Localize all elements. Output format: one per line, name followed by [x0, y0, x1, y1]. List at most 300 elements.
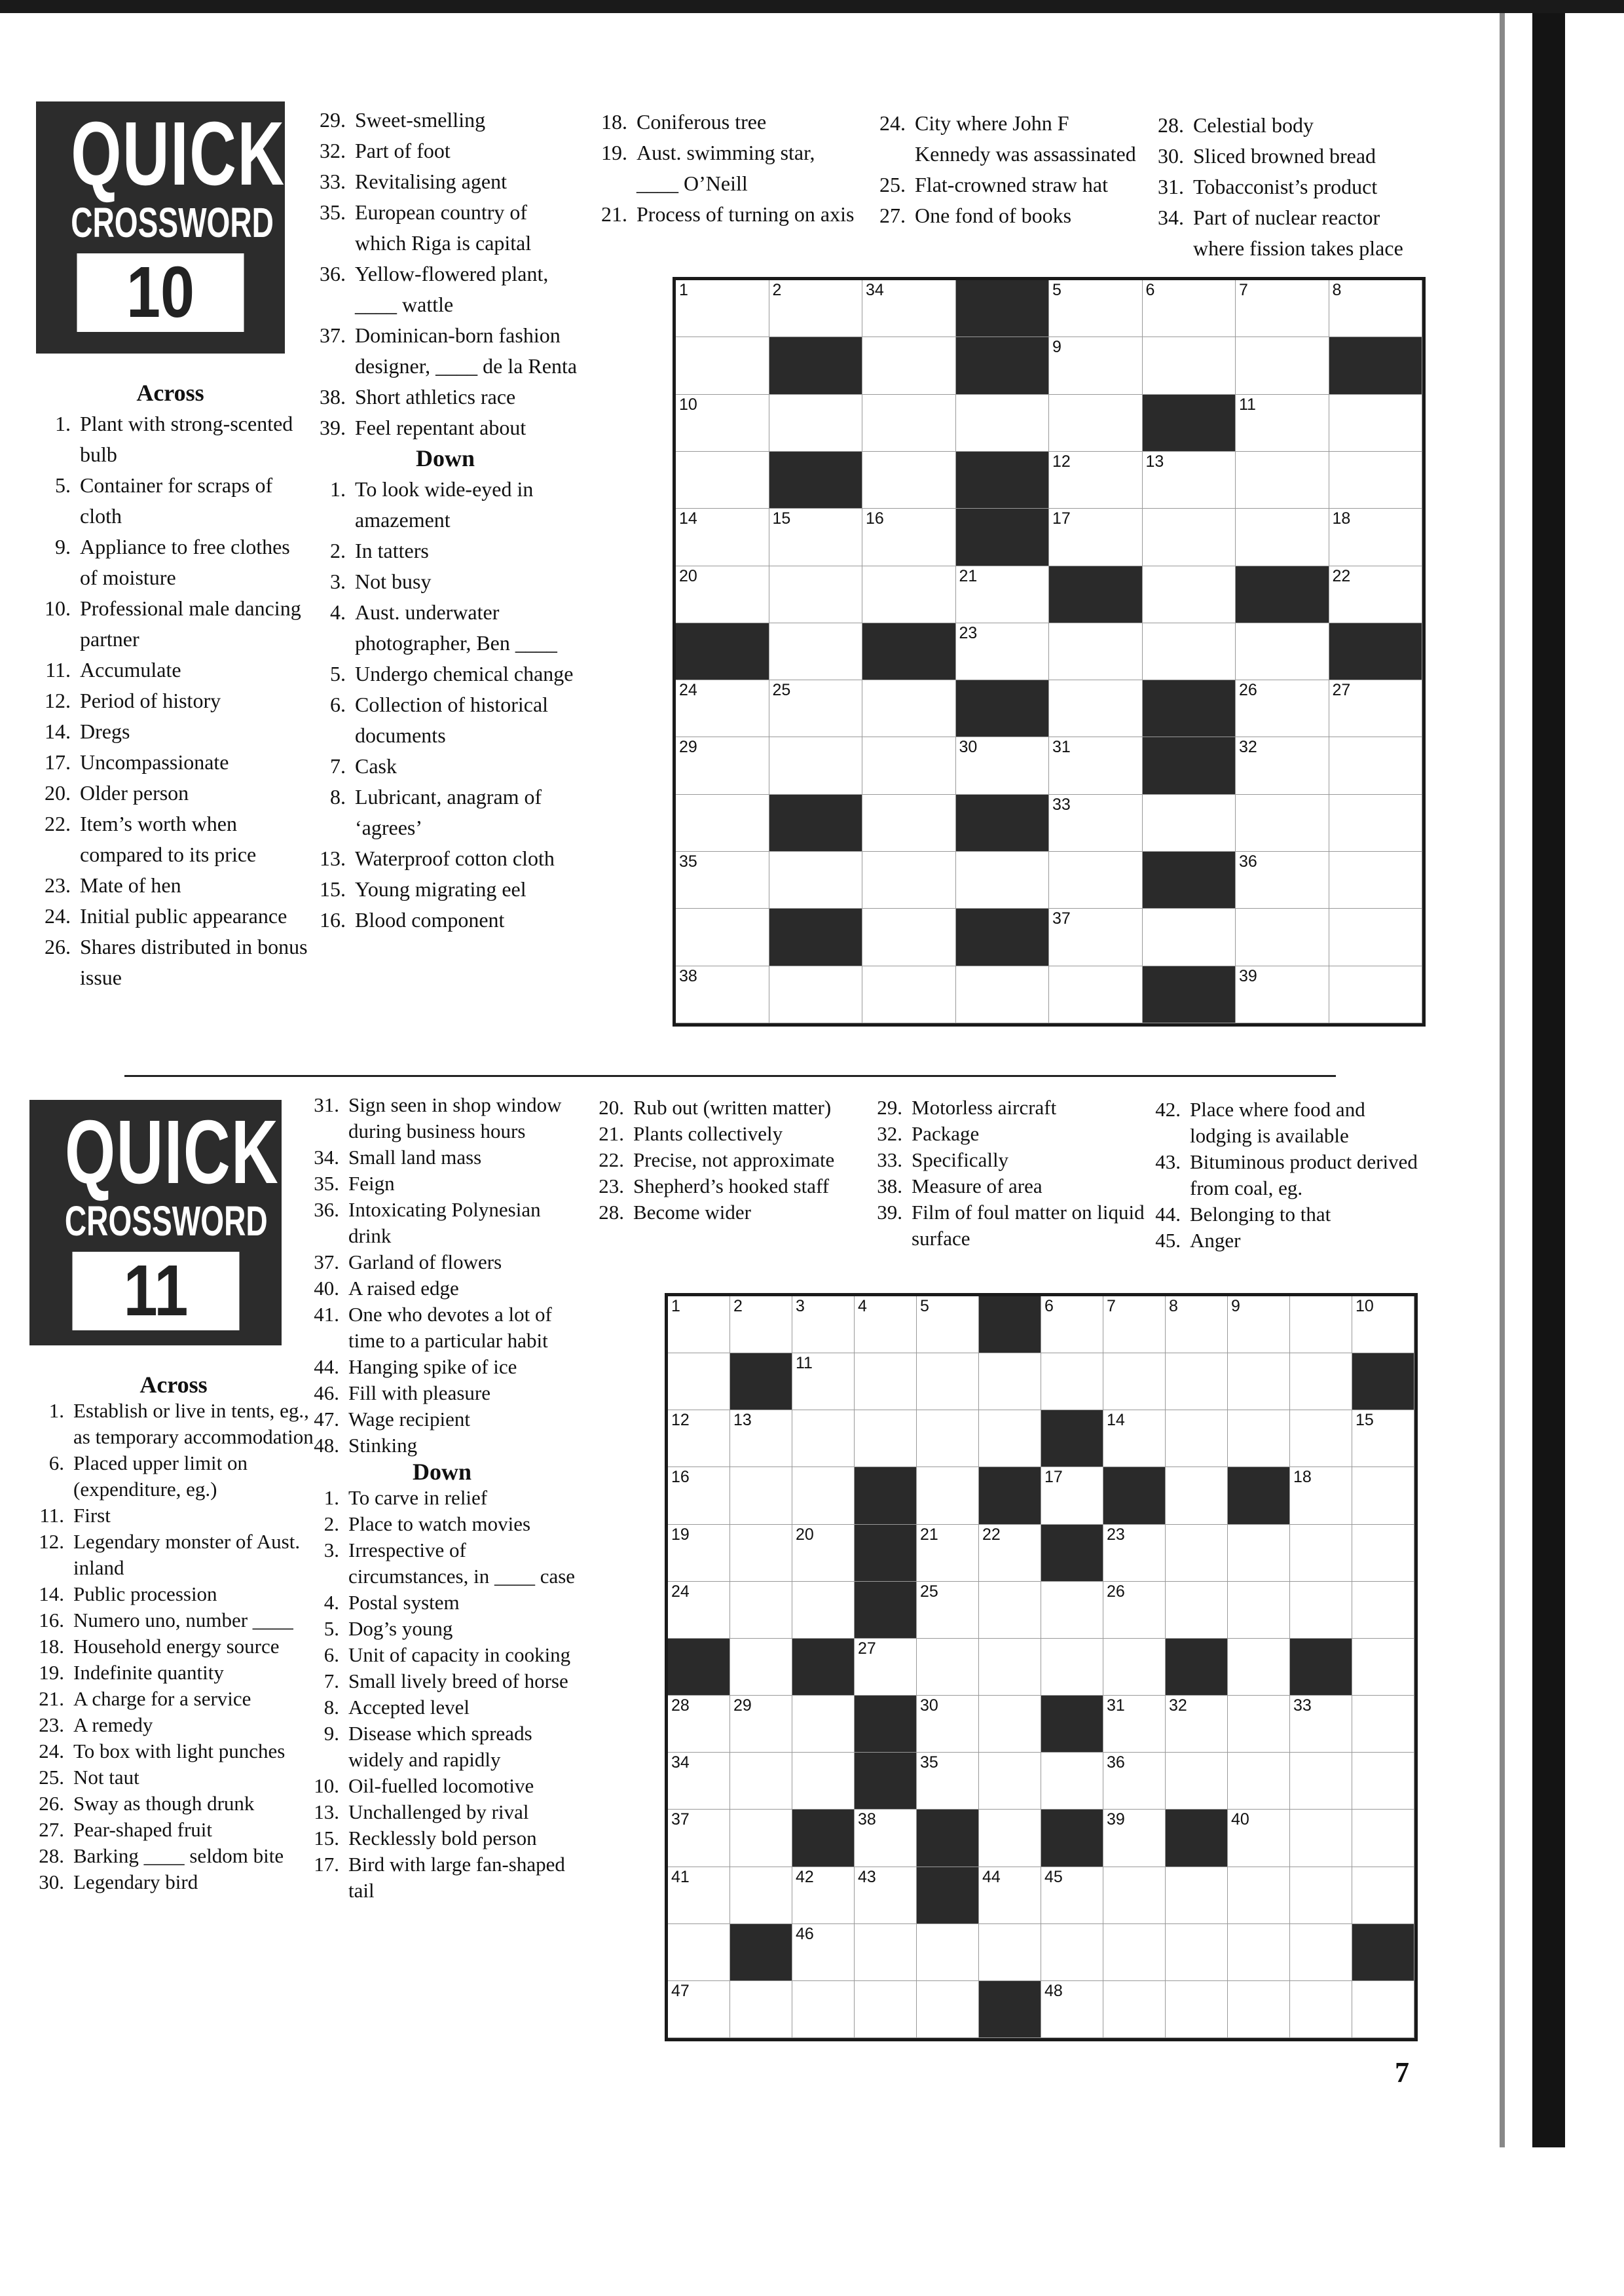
answer-cell[interactable] — [1228, 1296, 1290, 1353]
answer-cell[interactable] — [730, 1582, 792, 1639]
answer-cell[interactable] — [1236, 852, 1329, 909]
answer-cell[interactable] — [769, 737, 863, 794]
black-square — [979, 1981, 1041, 2038]
answer-cell[interactable] — [1352, 1639, 1414, 1696]
clue-text: Dominican-born fashion designer, ____ de la Renta — [355, 323, 578, 378]
cell-number: 19 — [671, 1525, 690, 1544]
answer-cell[interactable] — [979, 1353, 1041, 1410]
answer-cell[interactable] — [668, 1525, 730, 1582]
clue-text: Accumulate — [80, 658, 181, 682]
answer-cell[interactable] — [862, 966, 956, 1023]
answer-cell[interactable] — [1143, 509, 1236, 566]
answer-cell[interactable] — [730, 1467, 792, 1524]
cell-number: 36 — [1239, 852, 1257, 871]
answer-cell[interactable] — [1290, 1981, 1352, 2038]
clue-text: A charge for a service — [73, 1687, 251, 1710]
answer-cell[interactable] — [1143, 566, 1236, 623]
answer-cell[interactable] — [1352, 1696, 1414, 1753]
answer-cell[interactable] — [1103, 1696, 1166, 1753]
answer-cell[interactable] — [1352, 1867, 1414, 1924]
answer-cell[interactable] — [956, 852, 1050, 909]
answer-cell[interactable] — [730, 1696, 792, 1753]
answer-cell[interactable] — [668, 1696, 730, 1753]
answer-cell[interactable] — [668, 1582, 730, 1639]
answer-cell[interactable] — [1352, 1525, 1414, 1582]
answer-cell[interactable] — [1049, 966, 1143, 1023]
answer-cell[interactable] — [1103, 1353, 1166, 1410]
cell-number: 45 — [1044, 1867, 1063, 1886]
answer-cell[interactable] — [1228, 1810, 1290, 1867]
answer-cell[interactable] — [730, 1410, 792, 1467]
cell-number: 3 — [796, 1297, 805, 1315]
clue-text: Indefinite quantity — [73, 1661, 224, 1684]
answer-cell[interactable] — [1236, 395, 1329, 452]
answer-cell[interactable] — [668, 1924, 730, 1981]
answer-cell[interactable] — [1352, 1810, 1414, 1867]
answer-cell[interactable] — [792, 1525, 855, 1582]
answer-cell[interactable] — [792, 1696, 855, 1753]
answer-cell[interactable] — [1041, 1296, 1103, 1353]
answer-cell[interactable] — [1290, 1467, 1352, 1524]
answer-cell[interactable] — [1236, 280, 1329, 337]
clue-number: 7. — [330, 754, 346, 778]
answer-cell[interactable] — [862, 680, 956, 737]
cell-number: 2 — [772, 281, 782, 299]
answer-cell[interactable] — [1329, 509, 1423, 566]
clue-number: 15. — [320, 877, 346, 901]
answer-cell[interactable] — [668, 1867, 730, 1924]
answer-cell[interactable] — [668, 1753, 730, 1810]
answer-cell[interactable] — [862, 909, 956, 966]
answer-cell[interactable] — [1166, 1753, 1228, 1810]
answer-cell[interactable] — [979, 1696, 1041, 1753]
answer-cell[interactable] — [862, 852, 956, 909]
clue-item — [308, 597, 583, 659]
clue-text: Dregs — [80, 720, 130, 743]
answer-cell[interactable] — [1290, 1867, 1352, 1924]
answer-cell[interactable] — [1329, 395, 1423, 452]
answer-cell[interactable] — [1103, 1582, 1166, 1639]
answer-cell[interactable] — [792, 1753, 855, 1810]
clue-item — [586, 1121, 874, 1147]
answer-cell[interactable] — [862, 566, 956, 623]
clue-number: 12. — [39, 1530, 64, 1553]
clue-text: Not taut — [73, 1766, 139, 1789]
answer-cell[interactable] — [862, 337, 956, 394]
answer-cell[interactable] — [1290, 1696, 1352, 1753]
answer-cell[interactable] — [730, 1981, 792, 2038]
answer-cell[interactable] — [917, 1525, 979, 1582]
answer-cell[interactable] — [1041, 1867, 1103, 1924]
answer-cell[interactable] — [1041, 1924, 1103, 1981]
answer-cell[interactable] — [1041, 1639, 1103, 1696]
answer-cell[interactable] — [1041, 1753, 1103, 1810]
answer-cell[interactable] — [769, 566, 863, 623]
answer-cell[interactable] — [676, 280, 769, 337]
clues-column-1 — [33, 378, 308, 993]
clue-item — [26, 1843, 321, 1869]
answer-cell[interactable] — [1103, 1639, 1166, 1696]
cell-number: 34 — [671, 1753, 690, 1772]
answer-cell[interactable] — [1049, 680, 1143, 737]
clue-item — [308, 566, 583, 597]
answer-cell[interactable] — [1352, 1296, 1414, 1353]
clue-text: Specifically — [912, 1148, 1009, 1171]
answer-cell[interactable] — [1228, 1410, 1290, 1467]
answer-cell[interactable] — [956, 737, 1050, 794]
answer-cell[interactable] — [1290, 1410, 1352, 1467]
clue-text: Placed upper limit on (expenditure, eg.) — [73, 1451, 248, 1501]
black-square — [956, 909, 1050, 966]
answer-cell[interactable] — [917, 1753, 979, 1810]
answer-cell[interactable] — [917, 1582, 979, 1639]
answer-cell[interactable] — [1236, 737, 1329, 794]
answer-cell[interactable] — [676, 337, 769, 394]
clue-text: Container for scraps of cloth — [80, 473, 273, 528]
answer-cell[interactable] — [1329, 680, 1423, 737]
clue-text: Oil-fuelled locomotive — [348, 1774, 534, 1797]
answer-cell[interactable] — [668, 1296, 730, 1353]
answer-cell[interactable] — [668, 1410, 730, 1467]
black-square — [956, 337, 1050, 394]
answer-cell[interactable] — [1166, 1467, 1228, 1524]
answer-cell[interactable] — [1228, 1924, 1290, 1981]
answer-cell[interactable] — [917, 1924, 979, 1981]
answer-cell[interactable] — [1329, 280, 1423, 337]
clue-item — [1143, 1201, 1431, 1228]
answer-cell[interactable] — [1228, 1981, 1290, 2038]
answer-cell[interactable] — [917, 1467, 979, 1524]
answer-cell[interactable] — [676, 452, 769, 509]
answer-cell[interactable] — [1143, 452, 1236, 509]
clue-number: 17. — [45, 750, 71, 774]
clue-number: 31. — [314, 1093, 339, 1116]
clue-number: 6. — [323, 1643, 339, 1666]
answer-cell[interactable] — [1049, 280, 1143, 337]
answer-cell[interactable] — [730, 1753, 792, 1810]
answer-cell[interactable] — [730, 1810, 792, 1867]
answer-cell[interactable] — [676, 966, 769, 1023]
answer-cell[interactable] — [1228, 1639, 1290, 1696]
answer-cell[interactable] — [1228, 1753, 1290, 1810]
answer-cell[interactable] — [1041, 1981, 1103, 2038]
answer-cell[interactable] — [1103, 1810, 1166, 1867]
clue-number: 33. — [877, 1148, 902, 1171]
answer-cell[interactable] — [862, 795, 956, 852]
clue-text: Unit of capacity in cooking — [348, 1643, 571, 1666]
answer-cell[interactable] — [1049, 452, 1143, 509]
answer-cell[interactable] — [1352, 1753, 1414, 1810]
answer-cell[interactable] — [1166, 1353, 1228, 1410]
answer-cell[interactable] — [1049, 509, 1143, 566]
answer-cell[interactable] — [769, 966, 863, 1023]
answer-cell[interactable] — [862, 395, 956, 452]
clue-text: Plants collectively — [633, 1122, 783, 1145]
answer-cell[interactable] — [979, 1924, 1041, 1981]
answer-cell[interactable] — [1329, 966, 1423, 1023]
answer-cell[interactable] — [956, 566, 1050, 623]
answer-cell[interactable] — [1049, 623, 1143, 680]
clue-item — [26, 1607, 321, 1633]
answer-cell[interactable] — [1049, 395, 1143, 452]
answer-cell[interactable] — [792, 1924, 855, 1981]
clue-number: 22. — [599, 1148, 624, 1171]
answer-cell[interactable] — [769, 852, 863, 909]
clue-text: Numero uno, number ____ — [73, 1609, 293, 1631]
answer-cell[interactable] — [1290, 1810, 1352, 1867]
answer-cell[interactable] — [1166, 1867, 1228, 1924]
cell-number: 21 — [920, 1525, 938, 1544]
answer-cell[interactable] — [792, 1296, 855, 1353]
answer-cell[interactable] — [769, 509, 863, 566]
answer-cell[interactable] — [917, 1639, 979, 1696]
answer-cell[interactable] — [668, 1981, 730, 2038]
answer-cell[interactable] — [1236, 680, 1329, 737]
answer-cell[interactable] — [1236, 966, 1329, 1023]
clue-item — [26, 1738, 321, 1764]
answer-cell[interactable] — [1352, 1467, 1414, 1524]
answer-cell[interactable] — [1329, 566, 1423, 623]
cell-number: 32 — [1169, 1696, 1187, 1715]
answer-cell[interactable] — [917, 1353, 979, 1410]
answer-cell[interactable] — [1103, 1867, 1166, 1924]
clue-number: 18. — [39, 1635, 64, 1658]
answer-cell[interactable] — [1166, 1981, 1228, 2038]
answer-cell[interactable] — [1041, 1353, 1103, 1410]
answer-cell[interactable] — [1290, 1753, 1352, 1810]
clue-number: 22. — [45, 812, 71, 835]
answer-cell[interactable] — [676, 737, 769, 794]
answer-cell[interactable] — [1143, 623, 1236, 680]
clue-number: 9. — [55, 535, 71, 558]
answer-cell[interactable] — [862, 737, 956, 794]
answer-cell[interactable] — [1228, 1582, 1290, 1639]
answer-cell[interactable] — [979, 1525, 1041, 1582]
clue-item — [301, 1642, 583, 1668]
answer-cell[interactable] — [1329, 909, 1423, 966]
clue-number: 2. — [330, 539, 346, 562]
answer-cell[interactable] — [730, 1867, 792, 1924]
answer-cell[interactable] — [1352, 1582, 1414, 1639]
clues-column-2 — [308, 105, 583, 936]
answer-cell[interactable] — [730, 1296, 792, 1353]
clue-number: 47. — [314, 1408, 339, 1430]
answer-cell[interactable] — [862, 280, 956, 337]
answer-cell[interactable] — [676, 680, 769, 737]
answer-cell[interactable] — [1103, 1981, 1166, 2038]
answer-cell[interactable] — [668, 1467, 730, 1524]
clue-item — [33, 901, 308, 932]
answer-cell[interactable] — [1329, 852, 1423, 909]
answer-cell[interactable] — [769, 395, 863, 452]
answer-cell[interactable] — [792, 1410, 855, 1467]
answer-cell[interactable] — [1352, 1981, 1414, 2038]
answer-cell[interactable] — [1143, 280, 1236, 337]
clue-number: 8. — [323, 1696, 339, 1719]
clue-text: Sweet-smelling — [355, 108, 486, 132]
answer-cell[interactable] — [917, 1410, 979, 1467]
answer-cell[interactable] — [668, 1810, 730, 1867]
answer-cell[interactable] — [676, 509, 769, 566]
clue-item — [589, 199, 858, 230]
answer-cell[interactable] — [676, 852, 769, 909]
black-square — [769, 909, 863, 966]
answer-cell[interactable] — [979, 1867, 1041, 1924]
answer-cell[interactable] — [855, 1639, 917, 1696]
answer-cell[interactable] — [1049, 909, 1143, 966]
answer-cell[interactable] — [1290, 1582, 1352, 1639]
black-square — [956, 509, 1050, 566]
answer-cell[interactable] — [1049, 852, 1143, 909]
answer-cell[interactable] — [855, 1981, 917, 2038]
clue-text: Cask — [355, 754, 397, 778]
answer-cell[interactable] — [1049, 737, 1143, 794]
clue-item — [308, 689, 583, 751]
answer-cell[interactable] — [1041, 1582, 1103, 1639]
cell-number: 23 — [959, 623, 978, 642]
answer-cell[interactable] — [730, 1639, 792, 1696]
black-square — [956, 280, 1050, 337]
answer-cell[interactable] — [1049, 337, 1143, 394]
answer-cell[interactable] — [676, 795, 769, 852]
answer-cell[interactable] — [862, 452, 956, 509]
clue-number: 38. — [877, 1175, 902, 1197]
clue-text: Measure of area — [912, 1175, 1043, 1197]
answer-cell[interactable] — [1103, 1525, 1166, 1582]
answer-cell[interactable] — [1143, 795, 1236, 852]
clue-number: 10. — [45, 596, 71, 620]
answer-cell[interactable] — [956, 395, 1050, 452]
answer-cell[interactable] — [1228, 1867, 1290, 1924]
black-square — [1103, 1467, 1166, 1524]
answer-cell[interactable] — [1236, 795, 1329, 852]
answer-cell[interactable] — [855, 1867, 917, 1924]
answer-cell[interactable] — [676, 395, 769, 452]
answer-cell[interactable] — [1103, 1924, 1166, 1981]
answer-cell[interactable] — [1329, 737, 1423, 794]
cell-number: 2 — [733, 1297, 743, 1315]
answer-cell[interactable] — [1228, 1525, 1290, 1582]
answer-cell[interactable] — [1166, 1924, 1228, 1981]
answer-cell[interactable] — [1290, 1296, 1352, 1353]
black-square — [1143, 680, 1236, 737]
answer-cell[interactable] — [1228, 1353, 1290, 1410]
answer-cell[interactable] — [979, 1639, 1041, 1696]
clue-text: Flat-crowned straw hat — [915, 173, 1109, 196]
clue-number: 27. — [39, 1818, 64, 1841]
answer-cell[interactable] — [979, 1582, 1041, 1639]
answer-cell[interactable] — [855, 1353, 917, 1410]
answer-cell[interactable] — [979, 1753, 1041, 1810]
answer-cell[interactable] — [917, 1696, 979, 1753]
answer-cell[interactable] — [1329, 452, 1423, 509]
answer-cell[interactable] — [668, 1353, 730, 1410]
answer-cell[interactable] — [1236, 623, 1329, 680]
clue-text: Hanging spike of ice — [348, 1355, 517, 1378]
clue-number: 39. — [320, 416, 346, 439]
answer-cell[interactable] — [1166, 1582, 1228, 1639]
answer-cell[interactable] — [1236, 909, 1329, 966]
answer-cell[interactable] — [676, 909, 769, 966]
cell-number: 31 — [1107, 1696, 1125, 1715]
answer-cell[interactable] — [855, 1410, 917, 1467]
answer-cell[interactable] — [862, 509, 956, 566]
answer-cell[interactable] — [1103, 1753, 1166, 1810]
answer-cell[interactable] — [769, 623, 863, 680]
clues-column-2 — [301, 1092, 583, 1904]
answer-cell[interactable] — [1228, 1696, 1290, 1753]
black-square — [676, 623, 769, 680]
answer-cell[interactable] — [1143, 337, 1236, 394]
black-square — [1041, 1810, 1103, 1867]
section-divider — [124, 1075, 1336, 1077]
cell-number: 9 — [1231, 1297, 1240, 1315]
answer-cell[interactable] — [979, 1810, 1041, 1867]
answer-cell[interactable] — [792, 1353, 855, 1410]
answer-cell[interactable] — [1166, 1696, 1228, 1753]
answer-cell[interactable] — [855, 1924, 917, 1981]
answer-cell[interactable] — [1166, 1410, 1228, 1467]
answer-cell[interactable] — [855, 1296, 917, 1353]
cell-number: 29 — [679, 738, 697, 757]
answer-cell[interactable] — [1329, 795, 1423, 852]
clue-item — [301, 1694, 583, 1721]
answer-cell[interactable] — [956, 966, 1050, 1023]
answer-cell[interactable] — [917, 1296, 979, 1353]
clue-text: Precise, not approximate — [633, 1148, 835, 1171]
clue-number: 3. — [330, 570, 346, 593]
answer-cell[interactable] — [917, 1981, 979, 2038]
clue-item — [1143, 1097, 1431, 1149]
answer-cell[interactable] — [792, 1467, 855, 1524]
answer-cell[interactable] — [1352, 1410, 1414, 1467]
answer-cell[interactable] — [1290, 1525, 1352, 1582]
answer-cell[interactable] — [956, 623, 1050, 680]
clue-text: To look wide-eyed in amazement — [355, 477, 534, 532]
answer-cell[interactable] — [979, 1410, 1041, 1467]
answer-cell[interactable] — [792, 1981, 855, 2038]
clue-text: Sway as though drunk — [73, 1792, 255, 1815]
answer-cell[interactable] — [1166, 1296, 1228, 1353]
answer-cell[interactable] — [1290, 1353, 1352, 1410]
answer-cell[interactable] — [769, 680, 863, 737]
answer-cell[interactable] — [1103, 1296, 1166, 1353]
answer-cell[interactable] — [1041, 1467, 1103, 1524]
answer-cell[interactable] — [730, 1525, 792, 1582]
black-square — [769, 337, 863, 394]
clue-text: Place where food and lodging is available — [1190, 1098, 1365, 1147]
answer-cell[interactable] — [1236, 509, 1329, 566]
answer-cell[interactable] — [792, 1582, 855, 1639]
answer-cell[interactable] — [1166, 1525, 1228, 1582]
answer-cell[interactable] — [792, 1867, 855, 1924]
answer-cell[interactable] — [769, 280, 863, 337]
answer-cell[interactable] — [1236, 452, 1329, 509]
clue-item — [301, 1825, 583, 1851]
answer-cell[interactable] — [855, 1810, 917, 1867]
crossword-grid — [673, 277, 1426, 1027]
clue-number: 48. — [314, 1434, 339, 1457]
answer-cell[interactable] — [1290, 1924, 1352, 1981]
answer-cell[interactable] — [1143, 909, 1236, 966]
clue-number: 46. — [314, 1381, 339, 1404]
answer-cell[interactable] — [1103, 1410, 1166, 1467]
answer-cell[interactable] — [676, 566, 769, 623]
black-square — [1228, 1467, 1290, 1524]
clue-text: City where John F Kennedy was assassinated — [915, 111, 1136, 166]
answer-cell[interactable] — [1236, 337, 1329, 394]
answer-cell[interactable] — [1049, 795, 1143, 852]
